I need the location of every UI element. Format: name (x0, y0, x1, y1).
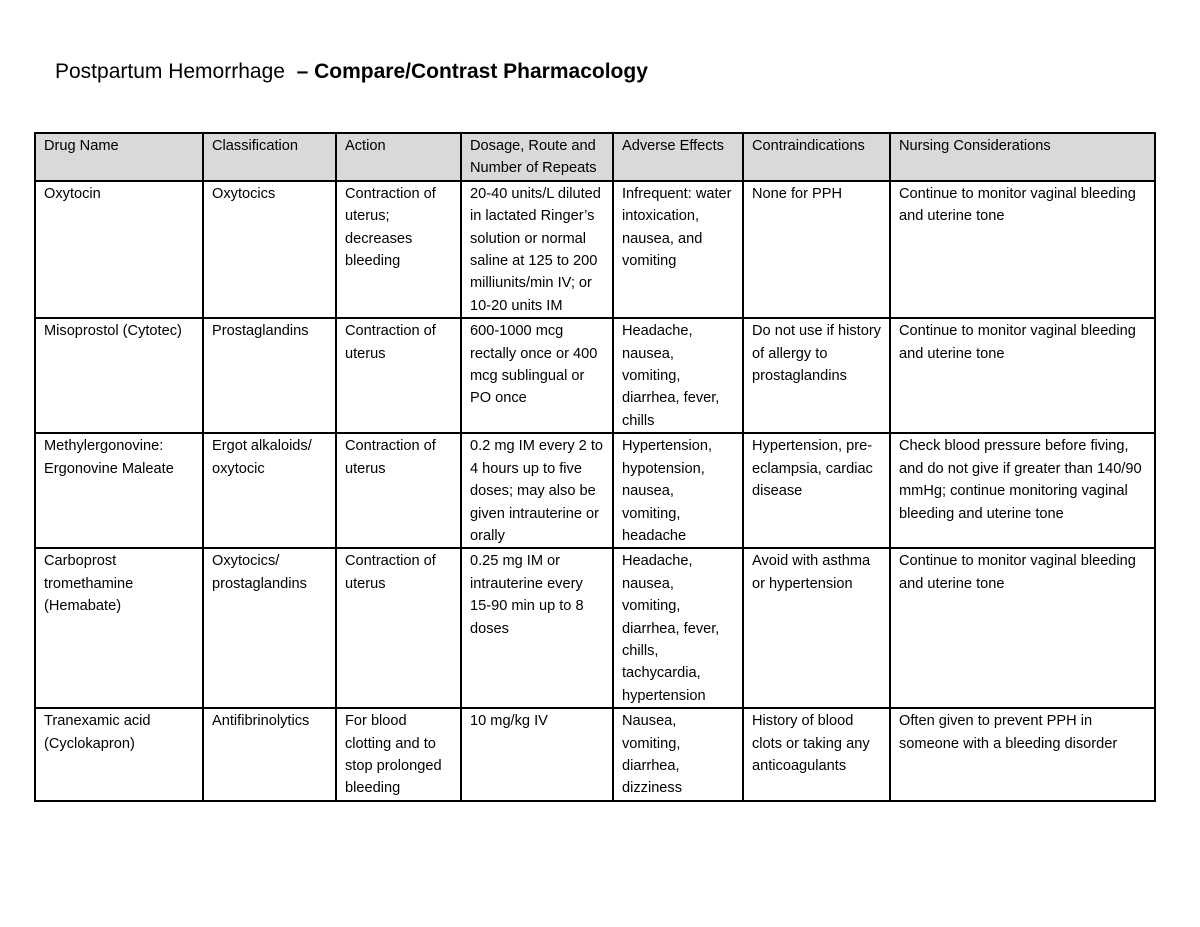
drug-comparison-table (34, 132, 1156, 802)
page-title (55, 58, 648, 86)
cell-dosage: 0.25 mg IM or intrauterine every 15-90 min up to 8 doses (461, 548, 613, 708)
cell-classification: Ergot alkaloids/ oxytocic (203, 433, 336, 548)
cell-nursing-considerations: Continue to monitor vaginal bleeding and uterine tone (890, 548, 1155, 708)
cell-adverse-effects: Headache, nausea, vomiting, diarrhea, fever, chills (613, 318, 743, 433)
cell-dosage: 0.2 mg IM every 2 to 4 hours up to five doses; may also be given intrauterine or orally (461, 433, 613, 548)
header-adverse-effects: Adverse Effects (613, 133, 743, 181)
cell-contraindications: History of blood clots or taking any anticoagulants (743, 708, 890, 801)
header-nursing-considerations: Nursing Considerations (890, 133, 1155, 181)
cell-nursing-considerations: Often given to prevent PPH in someone with a bleeding disorder (890, 708, 1155, 801)
table-row (35, 708, 1155, 801)
cell-action: For blood clotting and to stop prolonged bleeding (336, 708, 461, 801)
cell-classification: Prostaglandins (203, 318, 336, 433)
cell-action: Contraction of uterus (336, 318, 461, 433)
cell-action: Contraction of uterus (336, 548, 461, 708)
cell-contraindications: Do not use if history of allergy to prostaglandins (743, 318, 890, 433)
cell-drug-name: Methylergonovine: Ergonovine Maleate (35, 433, 203, 548)
cell-contraindications: Avoid with asthma or hypertension (743, 548, 890, 708)
cell-adverse-effects: Hypertension, hypotension, nausea, vomiting, headache (613, 433, 743, 548)
cell-dosage: 10 mg/kg IV (461, 708, 613, 801)
cell-dosage: 600-1000 mcg rectally once or 400 mcg sublingual or PO once (461, 318, 613, 433)
cell-action: Contraction of uterus (336, 433, 461, 548)
table-row (35, 181, 1155, 318)
cell-adverse-effects: Infrequent: water intoxication, nausea, and vomiting (613, 181, 743, 318)
page-title-sub: – Compare/Contrast Pharmacology (296, 60, 648, 83)
table-header-row (35, 133, 1155, 181)
cell-drug-name: Misoprostol (Cytotec) (35, 318, 203, 433)
cell-action: Contraction of uterus; decreases bleeding (336, 181, 461, 318)
table-row (35, 548, 1155, 708)
header-classification: Classification (203, 133, 336, 181)
header-contraindications: Contraindications (743, 133, 890, 181)
cell-adverse-effects: Nausea, vomiting, diarrhea, dizziness (613, 708, 743, 801)
cell-nursing-considerations: Check blood pressure before fiving, and do not give if greater than 140/90 mmHg; continue monitoring vaginal bleeding and uterine tone (890, 433, 1155, 548)
cell-classification: Oxytocics/ prostaglandins (203, 548, 336, 708)
cell-contraindications: Hypertension, pre-eclampsia, cardiac disease (743, 433, 890, 548)
cell-classification: Oxytocics (203, 181, 336, 318)
header-dosage-route-repeats: Dosage, Route and Number of Repeats (461, 133, 613, 181)
cell-nursing-considerations: Continue to monitor vaginal bleeding and uterine tone (890, 318, 1155, 433)
cell-nursing-considerations: Continue to monitor vaginal bleeding and uterine tone (890, 181, 1155, 318)
cell-contraindications: None for PPH (743, 181, 890, 318)
cell-drug-name: Carboprost tromethamine (Hemabate) (35, 548, 203, 708)
header-action: Action (336, 133, 461, 181)
cell-drug-name: Oxytocin (35, 181, 203, 318)
table-row (35, 318, 1155, 433)
table-row (35, 433, 1155, 548)
page-title-main: Postpartum Hemorrhage (55, 60, 285, 83)
header-drug-name: Drug Name (35, 133, 203, 181)
cell-classification: Antifibrinolytics (203, 708, 336, 801)
cell-dosage: 20-40 units/L diluted in lactated Ringer’s solution or normal saline at 125 to 200 milliunits/min IV; or 10-20 units IM (461, 181, 613, 318)
cell-adverse-effects: Headache, nausea, vomiting, diarrhea, fever, chills, tachycardia, hypertension (613, 548, 743, 708)
cell-drug-name: Tranexamic acid (Cyclokapron) (35, 708, 203, 801)
